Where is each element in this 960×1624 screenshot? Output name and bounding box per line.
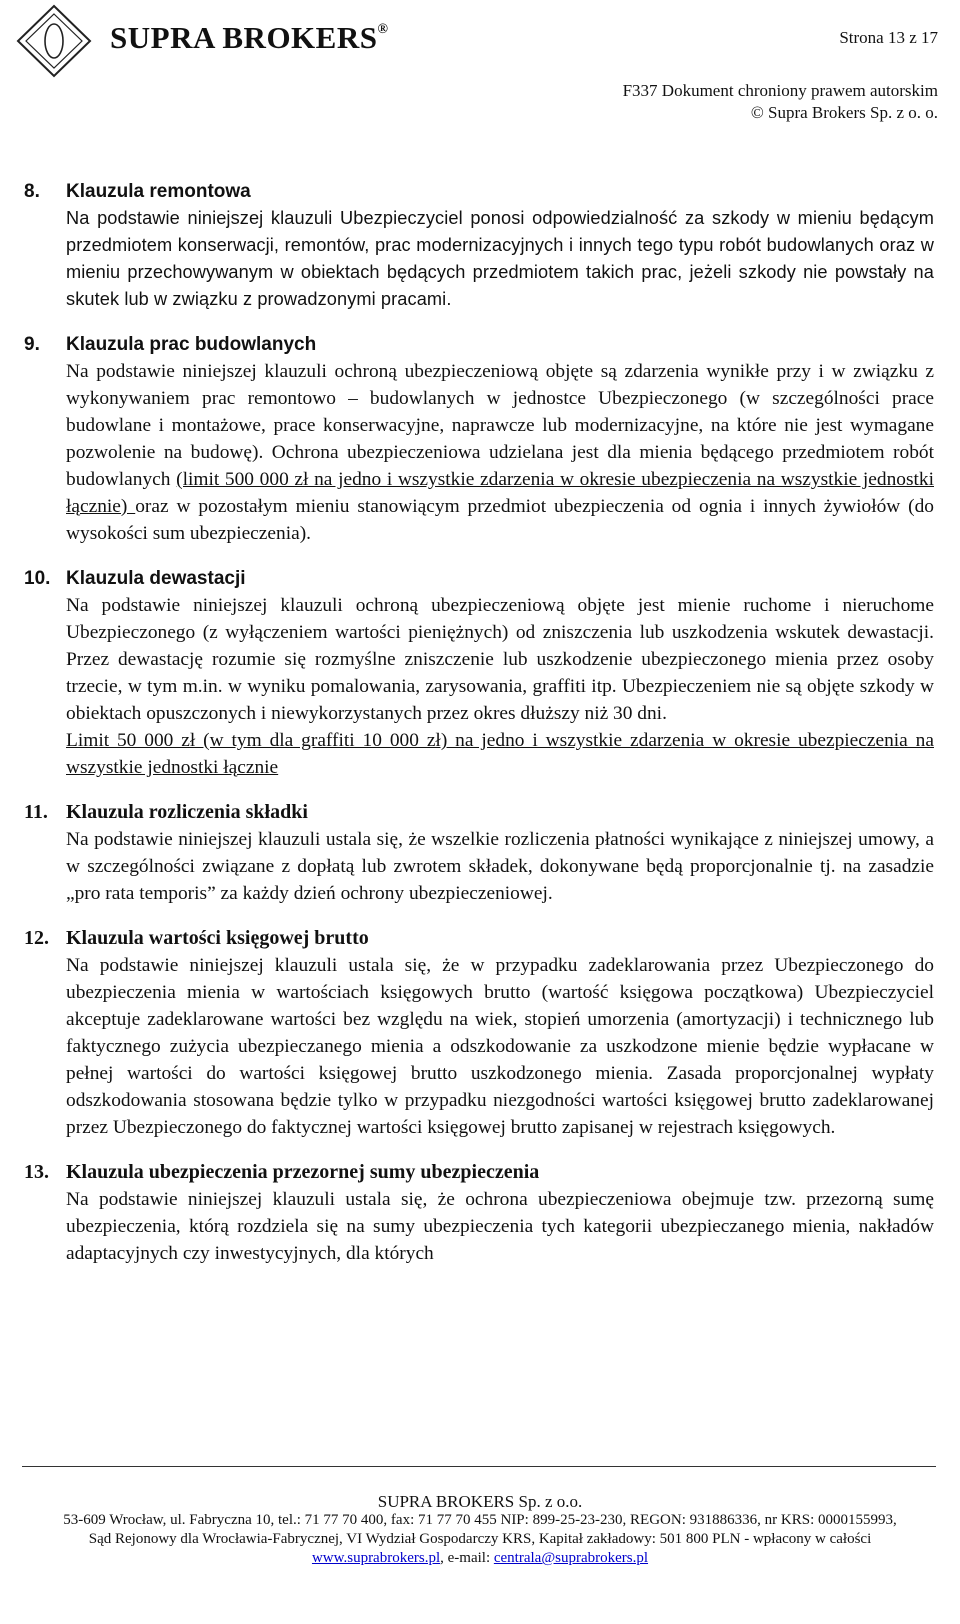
section-paragraph: Na podstawie niniejszej klauzuli Ubezpieczyciel ponosi odpowiedzialność za szkody w mieniu będącym przedmiotem konserwacji, remontów, prac modernizacyjnych i innych tego typu robót budowlanych oraz w mieniu przechowywanym w obiektach będących przedmiotem takich prac, jeżeli szkody nie powstały na skutek lub w związku z prowadzonymi pracami. (66, 208, 934, 309)
footer-contact-line (0, 1549, 960, 1568)
copyright-block (623, 80, 938, 124)
section-10 (24, 565, 934, 781)
section-12 (24, 925, 934, 1141)
section-paragraph: Na podstawie niniejszej klauzuli ustala się, że wszelkie rozliczenia płatności wynikające z niniejszej umowy, a w szczególności związane z dopłatą lub zwrotem składek, dokonywane będą proporcjonalnie tj. na zasadzie „pro rata temporis” za każdy dzień ochrony ubezpieczeniowej. (66, 829, 934, 904)
footer-company: SUPRA BROKERS Sp. z o.o. (377, 1492, 583, 1511)
section-heading: 12. Klauzula wartości księgowej brutto (24, 927, 369, 949)
section-heading: 8. Klauzula remontowa (24, 181, 251, 202)
section-heading: 10. Klauzula dewastacji (24, 568, 246, 589)
limit-underlined: (limit 500 000 zł na jedno i wszystkie zdarzenia w okresie ubezpieczenia na wszystkie jednostki łącznie) (66, 469, 934, 517)
limit-paragraph: Limit 50 000 zł (w tym dla graffiti 10 000 zł) na jedno i wszystkie zdarzenia w okresie ubezpieczenia na wszystkie jednostki łącznie (66, 730, 934, 778)
footer-address-line: 53-609 Wrocław, ul. Fabryczna 10, tel.: 71 77 70 400, fax: 71 77 70 455 NIP: 899-25-23-230, REGON: 931886336, nr KRS: 0000155993, (63, 1512, 897, 1528)
footer-divider (22, 1466, 936, 1467)
section-paragraph: Na podstawie niniejszej klauzuli ochroną ubezpieczeniową objęte jest mienie ruchome i nieruchome Ubezpieczonego (z wyłączeniem wartości pieniężnych) od zniszczenia lub uszkodzenia wskutek dewastacji. Przez dewastację rozumie się rozmyślne zniszczenie lub uszkodzenie ubezpieczonego mienia przez osoby trzecie, w tym m.in. w wyniku pomalowania, zarysowania, graffiti itp. Ubezpieczeniem nie są objęte szkody w obiektach opuszczonych i niewykorzystanych przez okres dłuższy niż 30 dni. (66, 595, 934, 724)
section-heading: 11. Klauzula rozliczenia składki (24, 801, 308, 823)
document-protection-line: F337 Dokument chroniony prawem autorskim (622, 81, 938, 100)
document-body (24, 178, 934, 1285)
website-link[interactable]: www.suprabrokers.pl (311, 1550, 441, 1566)
footer-registry-line: Sąd Rejonowy dla Wrocławia-Fabrycznej, VI Wydział Gospodarczy KRS, Kapitał zakładowy: 501 800 PLN - wpłacony w całości (88, 1531, 872, 1547)
email-prefix: , e-mail: (440, 1550, 494, 1566)
brand-name: SUPRA BROKERS® (110, 20, 389, 55)
page-number: Strona 13 z 17 (839, 28, 938, 47)
section-paragraph: Na podstawie niniejszej klauzuli ustala się, że ochrona ubezpieczeniowa obejmuje tzw. przezorną sumę ubezpieczenia, którą rozdziela się na sumy ubezpieczenia tych kategorii ubezpieczanego mienia, nakładów adaptacyjnych czy inwestycyjnych, dla których (66, 1189, 934, 1264)
section-11 (24, 799, 934, 907)
copyright-line: © Supra Brokers Sp. z o. o. (750, 103, 938, 122)
section-heading: 13. Klauzula ubezpieczenia przezornej sumy ubezpieczenia (24, 1161, 540, 1183)
section-8 (24, 178, 934, 313)
footer (0, 1492, 960, 1568)
section-9 (24, 331, 934, 547)
registered-mark: ® (377, 22, 389, 37)
section-heading: 9. Klauzula prac budowlanych (24, 334, 317, 355)
supra-brokers-logo-icon (14, 4, 94, 78)
section-paragraph: Na podstawie niniejszej klauzuli ochroną ubezpieczeniową objęte są zdarzenia wynikłe przy i w związku z wykonywaniem prac remontowo – budowlanych w jednostce Ubezpieczonego (w szczególności prace budowlane i montażowe, prace konserwacyjne, naprawcze lub modernizacyjne, na które nie jest wymagane pozwolenie na budowę). Ochrona ubezpieczeniowa udzielana jest dla mienia będącego przedmiotem robót budowlanych (limit 500 000 zł na jedno i wszystkie zdarzenia w okresie ubezpieczenia na wszystkie jednostki łącznie) oraz w pozostałym mieniu stanowiącym przedmiot ubezpieczenia od ognia i innych żywiołów (do wysokości sum ubezpieczenia). (66, 361, 934, 544)
section-paragraph: Na podstawie niniejszej klauzuli ustala się, że w przypadku zadeklarowania przez Ubezpieczonego do ubezpieczenia mienia w wartościach księgowych brutto (wartość księgowa początkowa) Ubezpieczyciel akceptuje zadeklarowane wartości bez względu na wiek, stopień umorzenia (amortyzacji) i technicznego lub faktycznego zużycia ubezpieczanego mienia a odszkodowanie za uszkodzone mienie będzie wypłacane w pełnej wartości do wartości księgowej brutto uszkodzonego mienia. Zasada proporcjonalnej wypłaty odszkodowania stosowana będzie tylko w przypadku niezgodności wartości księgowej brutto zadeklarowanej przez Ubezpieczonego do faktycznej wartości księgowej brutto zapisanej w rejestrach księgowych. (66, 955, 934, 1138)
email-link[interactable]: centrala@suprabrokers.pl (493, 1550, 649, 1566)
section-13 (24, 1159, 934, 1267)
